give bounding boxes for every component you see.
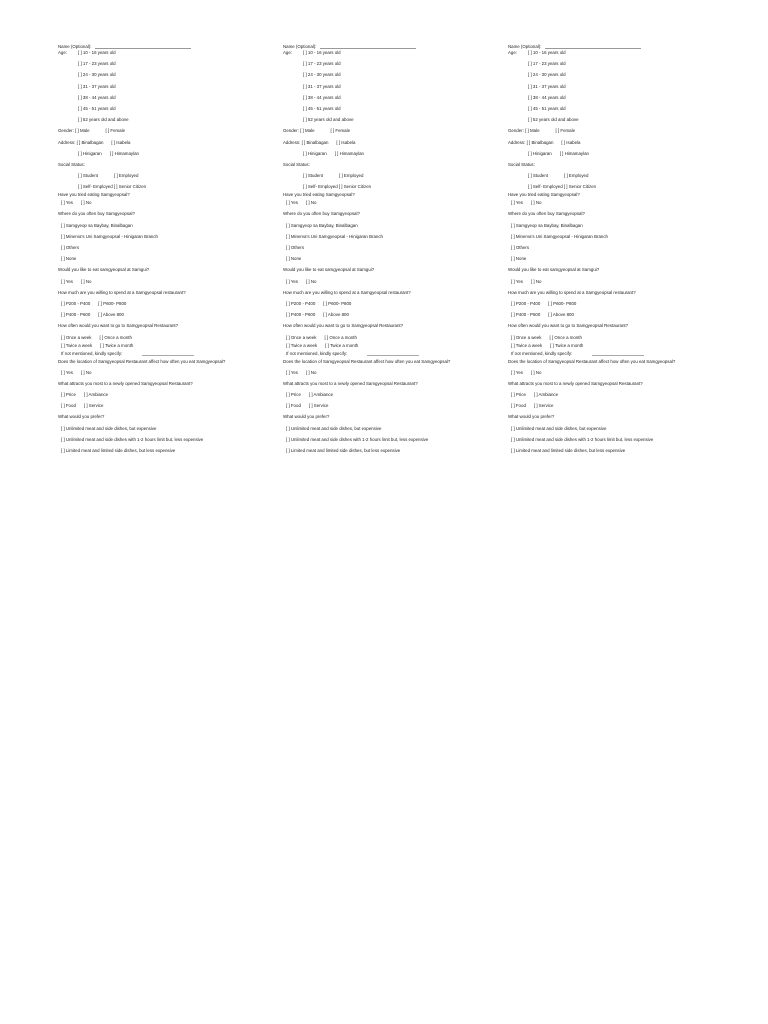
attract-food-option[interactable]: [ ] Food	[286, 403, 301, 409]
name-label: Name (Optional):	[508, 44, 542, 49]
survey-form-3	[508, 44, 733, 453]
where-option[interactable]: [ ] Samgyeop sa Baybay, Binalbagan	[511, 222, 583, 228]
prefer-option[interactable]: [ ] Unlimited meat and side dishes, but expensive	[511, 425, 607, 431]
prefer-option[interactable]: [ ] Unlimited meat and side dishes with 1-2 hours limit but, less expensive	[286, 436, 429, 442]
question-tried: Have you tried eating Samgyeopsal?	[58, 192, 130, 198]
attracts-row-2	[283, 403, 508, 408]
survey-form-2	[283, 44, 508, 453]
address-label: Address:	[283, 139, 301, 145]
where-option[interactable]: [ ] Others	[511, 245, 530, 250]
age-option[interactable]: [ ] 10 - 16 years old	[303, 50, 341, 55]
question-prefer: What would you prefer?	[58, 414, 105, 420]
where-option[interactable]: [ ] Minerva's Uni Samgyeopsal - Hinigaran Branch	[286, 233, 383, 239]
age-option[interactable]: [ ] 17 - 23 years old	[78, 61, 116, 67]
age-option[interactable]: [ ] 24 - 30 years old	[303, 72, 341, 78]
attract-price-option[interactable]: [ ] Price	[286, 392, 301, 398]
age-option[interactable]: [ ] 45 - 51 years old	[78, 105, 116, 111]
gender-female-option[interactable]: [ ] Female	[105, 128, 126, 134]
gender-label: Gender:	[283, 128, 299, 134]
name-label: Name (Optional):	[58, 44, 92, 49]
spend-row-1	[283, 301, 508, 306]
age-option[interactable]: [ ] 31 - 37 years old	[303, 83, 341, 89]
gender-row	[508, 128, 733, 133]
samgui-answer-row	[508, 279, 733, 284]
address-label: Address:	[58, 139, 76, 145]
name-label: Name (Optional):	[283, 44, 317, 49]
address-row-2	[283, 151, 508, 156]
often-option[interactable]: [ ] Twice a month	[550, 342, 584, 348]
location-answer-row	[283, 370, 508, 375]
often-option[interactable]: [ ] Once a month	[324, 334, 357, 340]
address-binalbagan-option[interactable]: [ ] Binalbagan	[301, 139, 329, 145]
age-label: Age:	[283, 50, 293, 55]
spend-row-1	[58, 301, 283, 306]
social-self-senior-options[interactable]: [ ] Self- Employed [ ] Senior Citizen	[78, 184, 147, 190]
address-hinigaran-option[interactable]: [ ] Hinigaran	[303, 150, 327, 156]
question-tried: Have you tried eating Samgyeopsal?	[283, 192, 355, 198]
specify-label: If not mentioned, kindly specify:	[61, 350, 123, 356]
location-answer-row	[58, 370, 283, 375]
no-option[interactable]: [ ] No	[305, 278, 317, 284]
attracts-row-1	[508, 392, 733, 397]
age-option[interactable]: [ ] 45 - 51 years old	[528, 105, 566, 111]
attract-service-option[interactable]: [ ] Service	[308, 403, 329, 409]
gender-male-option[interactable]: [ ] Male	[75, 128, 90, 134]
often-option[interactable]: [ ] Once a week	[61, 334, 92, 340]
yes-option[interactable]: [ ] Yes	[61, 369, 73, 375]
where-option[interactable]: [ ] Others	[61, 245, 80, 250]
question-tried: Have you tried eating Samgyeopsal?	[508, 192, 580, 198]
age-option[interactable]: [ ] 17 - 23 years old	[528, 61, 566, 67]
prefer-option[interactable]: [ ] Limited meat and limited side dishes, but less expensive	[286, 448, 401, 453]
attracts-row-2	[508, 403, 733, 408]
often-option[interactable]: [ ] Twice a week	[61, 342, 93, 348]
address-himamaylan-option[interactable]: [ ] Himamaylan	[109, 150, 139, 156]
question-location: Does the location of Samgyeopsal Restaurant affect how often you eat Samgyeopsal?	[508, 358, 676, 364]
address-binalbagan-option[interactable]: [ ] Binalbagan	[76, 139, 104, 145]
address-hinigaran-option[interactable]: [ ] Hinigaran	[528, 150, 552, 156]
age-option[interactable]: [ ] 38 - 44 years old	[303, 94, 341, 100]
prefer-option[interactable]: [ ] Limited meat and limited side dishes, but less expensive	[61, 448, 176, 453]
no-option[interactable]: [ ] No	[80, 278, 92, 284]
often-option[interactable]: [ ] Once a month	[549, 334, 582, 340]
yes-option[interactable]: [ ] Yes	[511, 278, 523, 284]
question-location: Does the location of Samgyeopsal Restaurant affect how often you eat Samgyeopsal?	[283, 358, 451, 364]
often-row-2	[283, 343, 508, 348]
no-option[interactable]: [ ] No	[80, 369, 92, 375]
attract-service-option[interactable]: [ ] Service	[533, 403, 554, 409]
question-attracts: What attracts you most to a newly opened Samgyeopsal Restaurant?	[508, 380, 643, 386]
attract-price-option[interactable]: [ ] Price	[511, 392, 526, 398]
question-location: Does the location of Samgyeopsal Restaurant affect how often you eat Samgyeopsal?	[58, 358, 226, 364]
often-row-1	[58, 335, 283, 340]
attract-ambiance-option[interactable]: [ ] Ambiance	[533, 392, 559, 398]
address-binalbagan-option[interactable]: [ ] Binalbagan	[526, 139, 554, 145]
attract-ambiance-option[interactable]: [ ] Ambiance	[83, 392, 109, 398]
social-employed-option[interactable]: [ ] Employed	[564, 173, 589, 179]
spend-option[interactable]: [ ] Above 800	[323, 312, 349, 318]
spend-option[interactable]: [ ] P200 - P400	[61, 300, 91, 306]
question-often: How often would you want to go to Samgyeopsal Restaurant?	[58, 323, 179, 329]
question-often: How often would you want to go to Samgyeopsal Restaurant?	[283, 323, 404, 329]
social-row	[508, 173, 733, 178]
attracts-row-1	[58, 392, 283, 397]
age-row	[283, 50, 508, 55]
yes-option[interactable]: [ ] Yes	[511, 200, 523, 206]
social-employed-option[interactable]: [ ] Employed	[339, 173, 364, 179]
address-isabela-option[interactable]: [ ] Isabela	[336, 139, 356, 145]
age-row	[58, 50, 283, 55]
attract-price-option[interactable]: [ ] Price	[61, 392, 76, 398]
address-himamaylan-option[interactable]: [ ] Himamaylan	[559, 150, 589, 156]
specify-field[interactable]	[367, 355, 419, 356]
age-option[interactable]: [ ] 31 - 37 years old	[528, 83, 566, 89]
yes-option[interactable]: [ ] Yes	[286, 200, 298, 206]
gender-male-option[interactable]: [ ] Male	[525, 128, 540, 134]
often-row-1	[508, 335, 733, 340]
yes-option[interactable]: [ ] Yes	[61, 200, 73, 206]
address-row	[508, 140, 733, 145]
address-row	[283, 140, 508, 145]
where-option[interactable]: [ ] Samgyeop sa Baybay, Binalbagan	[286, 222, 358, 228]
age-label: Age:	[58, 50, 68, 55]
where-option[interactable]: [ ] None	[61, 256, 77, 262]
age-row	[508, 50, 733, 55]
age-label: Age:	[508, 50, 518, 55]
name-field[interactable]	[95, 48, 191, 49]
location-answer-row	[508, 370, 733, 375]
social-employed-option[interactable]: [ ] Employed	[114, 173, 139, 179]
address-row-2	[58, 151, 283, 156]
specify-row	[58, 351, 283, 356]
question-where: Where do you often buy Samgyeopsal?	[508, 211, 585, 217]
age-option[interactable]: [ ] 38 - 44 years old	[528, 94, 566, 100]
tried-answer-row	[508, 200, 733, 205]
specify-label: If not mentioned, kindly specify:	[286, 350, 348, 356]
where-option[interactable]: [ ] None	[511, 256, 527, 262]
address-hinigaran-option[interactable]: [ ] Hinigaran	[78, 150, 102, 156]
often-row-2	[58, 343, 283, 348]
survey-form-1	[58, 44, 283, 453]
specify-field[interactable]	[142, 355, 194, 356]
gender-label: Gender:	[58, 128, 74, 134]
spend-option[interactable]: [ ] P600- P800	[548, 300, 577, 306]
tried-answer-row	[58, 200, 283, 205]
samgui-answer-row	[283, 279, 508, 284]
age-option[interactable]: [ ] 24 - 30 years old	[78, 72, 116, 78]
question-prefer: What would you prefer?	[283, 414, 330, 420]
question-samgui: Would you like to eat samgyeopsal at Samgui?	[58, 267, 150, 273]
age-option[interactable]: [ ] 10 - 16 years old	[528, 50, 566, 55]
often-option[interactable]: [ ] Once a week	[286, 334, 317, 340]
spend-row-2	[58, 312, 283, 317]
where-option[interactable]: [ ] Samgyeop sa Baybay, Binalbagan	[61, 222, 133, 228]
no-option[interactable]: [ ] No	[530, 369, 542, 375]
spend-option[interactable]: [ ] P400 - P600	[511, 312, 541, 318]
social-status-label: Social Status:	[508, 161, 535, 167]
prefer-option[interactable]: [ ] Limited meat and limited side dishes, but less expensive	[511, 448, 626, 453]
often-row-1	[283, 335, 508, 340]
spend-row-1	[508, 301, 733, 306]
social-self-senior-options[interactable]: [ ] Self- Employed [ ] Senior Citizen	[528, 184, 597, 190]
spend-option[interactable]: [ ] Above 800	[98, 312, 124, 318]
question-where: Where do you often buy Samgyeopsal?	[283, 211, 360, 217]
attract-service-option[interactable]: [ ] Service	[83, 403, 104, 409]
spend-option[interactable]: [ ] P600- P800	[323, 300, 352, 306]
gender-female-option[interactable]: [ ] Female	[555, 128, 576, 134]
gender-male-option[interactable]: [ ] Male	[300, 128, 315, 134]
yes-option[interactable]: [ ] Yes	[286, 369, 298, 375]
often-option[interactable]: [ ] Twice a week	[511, 342, 543, 348]
spend-option[interactable]: [ ] P600- P800	[98, 300, 127, 306]
question-attracts: What attracts you most to a newly opened Samgyeopsal Restaurant?	[58, 380, 193, 386]
attracts-row-1	[283, 392, 508, 397]
specify-label: If not mentioned, kindly specify:	[511, 350, 573, 356]
address-row-2	[508, 151, 733, 156]
specify-row	[283, 351, 508, 356]
address-row	[58, 140, 283, 145]
prefer-option[interactable]: [ ] Unlimited meat and side dishes with 1-2 hours limit but, less expensive	[511, 436, 654, 442]
gender-female-option[interactable]: [ ] Female	[330, 128, 351, 134]
question-prefer: What would you prefer?	[508, 414, 555, 420]
spend-row-2	[508, 312, 733, 317]
where-option[interactable]: [ ] Others	[286, 245, 305, 250]
address-label: Address:	[508, 139, 526, 145]
no-option[interactable]: [ ] No	[530, 200, 542, 206]
spend-row-2	[283, 312, 508, 317]
spend-option[interactable]: [ ] P400 - P600	[286, 312, 316, 318]
specify-row	[508, 351, 733, 356]
age-option[interactable]: [ ] 31 - 37 years old	[78, 83, 116, 89]
age-option[interactable]: [ ] 10 - 16 years old	[78, 50, 116, 55]
attract-food-option[interactable]: [ ] Food	[511, 403, 526, 409]
prefer-option[interactable]: [ ] Unlimited meat and side dishes with 1-2 hours limit but, less expensive	[61, 436, 204, 442]
where-option[interactable]: [ ] Minerva's Uni Samgyeopsal - Hinigaran Branch	[61, 233, 158, 239]
yes-option[interactable]: [ ] Yes	[511, 369, 523, 375]
name-field[interactable]	[545, 48, 641, 49]
question-attracts: What attracts you most to a newly opened Samgyeopsal Restaurant?	[283, 380, 418, 386]
question-where: Where do you often buy Samgyeopsal?	[58, 211, 135, 217]
address-isabela-option[interactable]: [ ] Isabela	[561, 139, 581, 145]
question-samgui: Would you like to eat samgyeopsal at Samgui?	[283, 267, 375, 273]
social-student-option[interactable]: [ ] Student	[303, 173, 324, 179]
social-student-option[interactable]: [ ] Student	[78, 173, 99, 179]
attract-food-option[interactable]: [ ] Food	[61, 403, 76, 409]
no-option[interactable]: [ ] No	[530, 278, 542, 284]
often-option[interactable]: [ ] Once a month	[99, 334, 132, 340]
question-spend: How much are you willing to spend at a Samgyeopsal restaurant?	[283, 289, 411, 295]
social-status-label: Social Status:	[283, 161, 310, 167]
social-student-option[interactable]: [ ] Student	[528, 173, 549, 179]
question-often: How often would you want to go to Samgyeopsal Restaurant?	[508, 323, 629, 329]
question-spend: How much are you willing to spend at a Samgyeopsal restaurant?	[58, 289, 186, 295]
tried-answer-row	[283, 200, 508, 205]
age-option[interactable]: [ ] 45 - 51 years old	[303, 105, 341, 111]
often-option[interactable]: [ ] Once a week	[511, 334, 542, 340]
specify-field[interactable]	[592, 355, 644, 356]
samgui-answer-row	[58, 279, 283, 284]
question-samgui: Would you like to eat samgyeopsal at Samgui?	[508, 267, 600, 273]
gender-row	[58, 128, 283, 133]
age-option[interactable]: [ ] 24 - 30 years old	[528, 72, 566, 78]
social-row	[58, 173, 283, 178]
age-option[interactable]: [ ] 52 years old and above	[528, 117, 579, 123]
often-row-2	[508, 343, 733, 348]
question-spend: How much are you willing to spend at a Samgyeopsal restaurant?	[508, 289, 636, 295]
address-himamaylan-option[interactable]: [ ] Himamaylan	[334, 150, 364, 156]
often-option[interactable]: [ ] Twice a month	[325, 342, 359, 348]
address-isabela-option[interactable]: [ ] Isabela	[111, 139, 131, 145]
no-option[interactable]: [ ] No	[305, 369, 317, 375]
spend-option[interactable]: [ ] Above 800	[548, 312, 574, 318]
where-option[interactable]: [ ] Minerva's Uni Samgyeopsal - Hinigaran Branch	[511, 233, 608, 239]
often-option[interactable]: [ ] Twice a week	[286, 342, 318, 348]
social-self-senior-options[interactable]: [ ] Self- Employed [ ] Senior Citizen	[303, 184, 372, 190]
gender-label: Gender:	[508, 128, 524, 134]
attract-ambiance-option[interactable]: [ ] Ambiance	[308, 392, 334, 398]
age-option[interactable]: [ ] 52 years old and above	[303, 117, 354, 123]
prefer-option[interactable]: [ ] Unlimited meat and side dishes, but expensive	[61, 425, 157, 431]
yes-option[interactable]: [ ] Yes	[286, 278, 298, 284]
gender-row	[283, 128, 508, 133]
spend-option[interactable]: [ ] P400 - P600	[61, 312, 91, 318]
no-option[interactable]: [ ] No	[80, 200, 92, 206]
age-option[interactable]: [ ] 52 years old and above	[78, 117, 129, 123]
social-row	[283, 173, 508, 178]
often-option[interactable]: [ ] Twice a month	[100, 342, 134, 348]
attracts-row-2	[58, 403, 283, 408]
prefer-option[interactable]: [ ] Unlimited meat and side dishes, but expensive	[286, 425, 382, 431]
age-option[interactable]: [ ] 38 - 44 years old	[78, 94, 116, 100]
where-option[interactable]: [ ] None	[286, 256, 302, 262]
age-option[interactable]: [ ] 17 - 23 years old	[303, 61, 341, 67]
yes-option[interactable]: [ ] Yes	[61, 278, 73, 284]
name-field[interactable]	[320, 48, 416, 49]
spend-option[interactable]: [ ] P200 - P400	[286, 300, 316, 306]
no-option[interactable]: [ ] No	[305, 200, 317, 206]
spend-option[interactable]: [ ] P200 - P400	[511, 300, 541, 306]
social-status-label: Social Status:	[58, 161, 85, 167]
